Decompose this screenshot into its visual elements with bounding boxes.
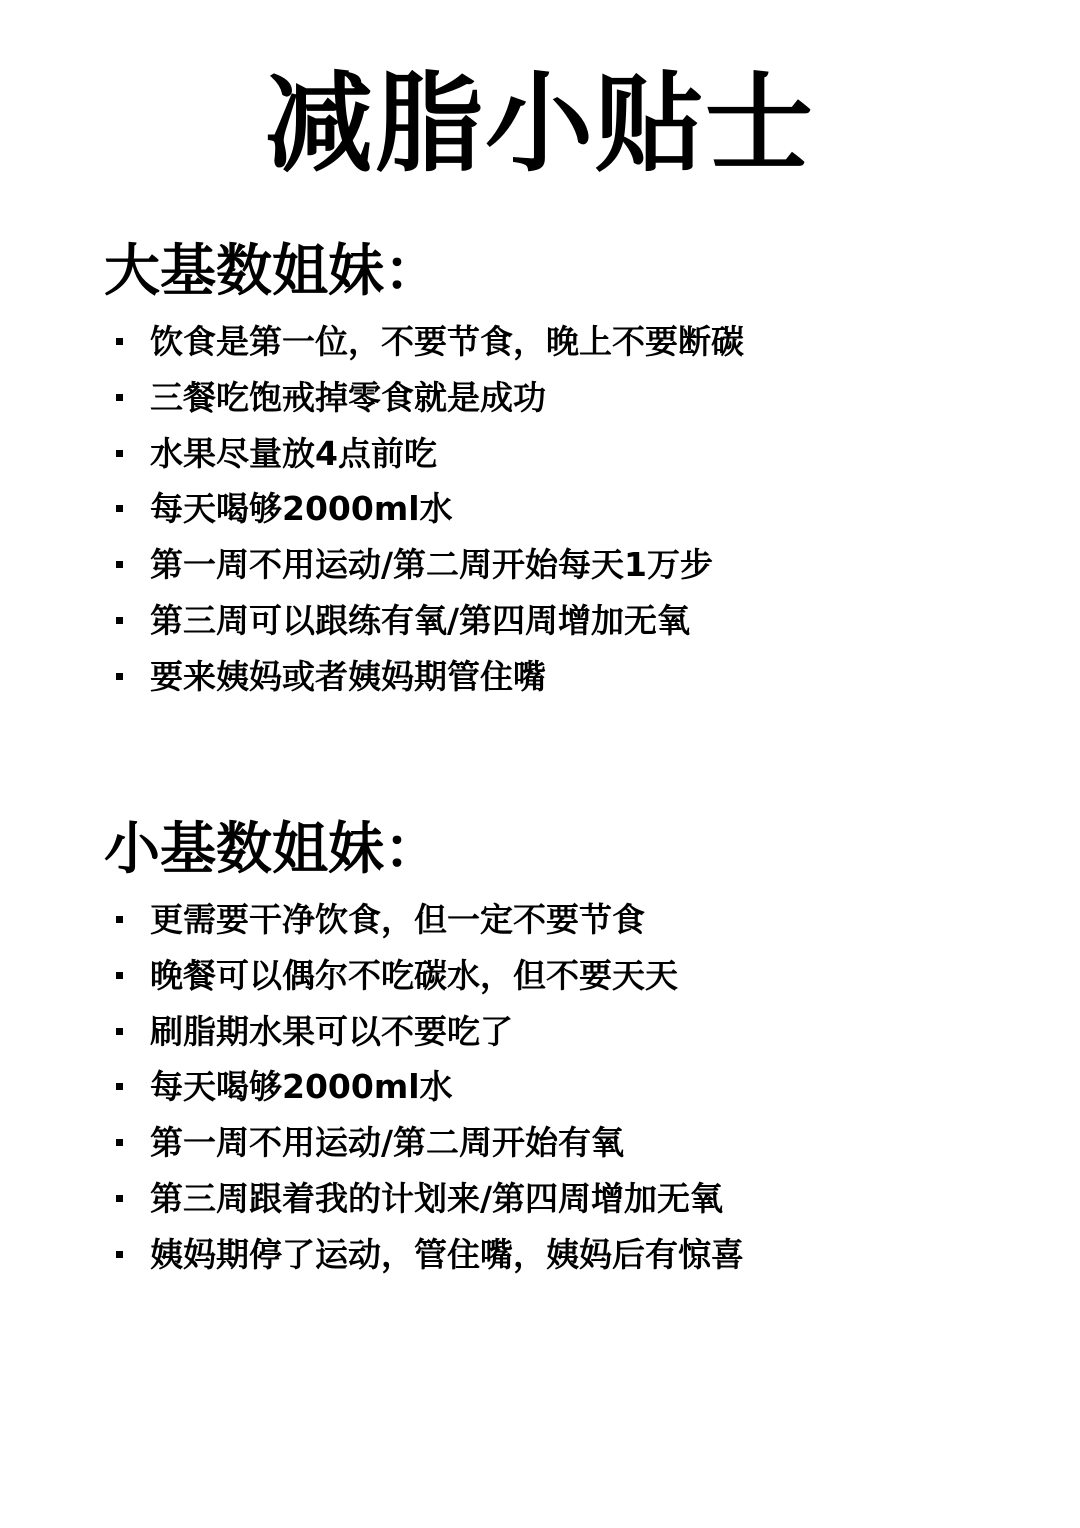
section-heading: 大基数姐妹： [104,239,440,304]
list-item-text: 第一周不用运动/第二周开始有氧 [150,1123,625,1163]
list-item [104,593,1004,649]
bullet-icon [116,394,123,401]
list-item [104,1227,1004,1283]
section-large-base [104,236,1004,705]
list-item [104,426,1004,482]
list-item [104,649,1004,705]
bullet-icon [116,617,123,624]
list-item [104,1004,1004,1060]
section-heading: 小基数姐妹： [104,817,440,882]
bullet-icon [116,1028,123,1035]
list-item-text: 每天喝够2000ml水 [150,489,453,529]
bullet-icon [116,1251,123,1258]
bullet-icon [116,1195,123,1202]
bullet-icon [116,450,123,457]
list-item-text: 水果尽量放4点前吃 [150,433,437,473]
page-title: 减脂小贴士 [264,62,815,187]
list-item-text: 饮食是第一位，不要节食，晚上不要断碳 [150,322,744,361]
list-item-text: 第三周跟着我的计划来/第四周增加无氧 [150,1178,724,1218]
list-item-text: 三餐吃饱戒掉零食就是成功 [150,377,546,417]
list-item-text: 晚餐可以偶尔不吃碳水，但不要天天 [150,955,678,995]
tips-list [104,314,1004,705]
bullet-icon [116,916,123,923]
bullet-icon [116,1083,123,1090]
bullet-icon [116,972,123,979]
list-item [104,1115,1004,1171]
list-item-text: 要来姨妈或者姨妈期管住嘴 [150,656,546,696]
list-item [104,1171,1004,1227]
list-item-text: 第三周可以跟练有氧/第四周增加无氧 [150,600,691,640]
list-item-text: 每天喝够2000ml水 [150,1067,453,1107]
list-item [104,370,1004,426]
list-item [104,1059,1004,1115]
list-item-text: 第一周不用运动/第二周开始每天1万步 [150,545,714,585]
list-item [104,948,1004,1004]
bullet-icon [116,338,123,345]
list-item-text: 刷脂期水果可以不要吃了 [150,1011,513,1051]
list-item-text: 更需要干净饮食，但一定不要节食 [150,900,645,939]
tips-list [104,892,1004,1283]
bullet-icon [116,561,123,568]
list-item [104,892,1004,948]
bullet-icon [116,673,123,680]
list-item-text: 姨妈期停了运动，管住嘴，姨妈后有惊喜 [150,1234,744,1274]
list-item [104,481,1004,537]
bullet-icon [116,1139,123,1146]
bullet-icon [116,505,123,512]
list-item [104,314,1004,370]
section-small-base [104,814,1004,1283]
list-item [104,537,1004,593]
